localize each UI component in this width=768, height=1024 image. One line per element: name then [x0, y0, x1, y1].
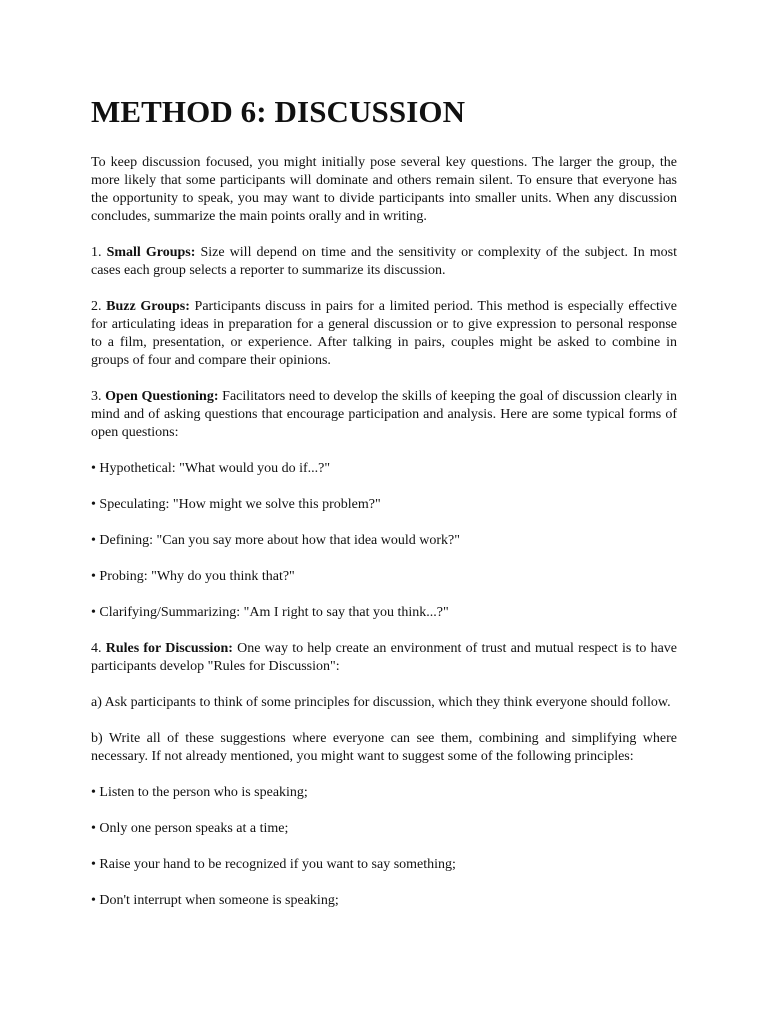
intro-paragraph: To keep discussion focused, you might initially pose several key questions. The larger the group, the more likely that some participants will dominate and others remain silent. To ensure that everyone has the opportunity to speak, you may want to divide participants into smaller units. When any discussion concludes, summarize the main points orally and in writing.	[91, 155, 677, 224]
section-number: 2.	[91, 299, 102, 314]
document-page	[91, 92, 677, 928]
principle-bullet-one-speaker: • Only one person speaks at a time;	[91, 821, 289, 836]
page-title: METHOD 6: DISCUSSION	[91, 94, 466, 129]
section-text: One way to help create an environment of trust and mutual respect is to have participants develop "Rules for Discussion":	[91, 641, 678, 674]
question-bullet-probing: • Probing: "Why do you think that?"	[91, 569, 295, 584]
principle-bullet-listen: • Listen to the person who is speaking;	[91, 785, 308, 800]
section-rules-for-discussion	[91, 640, 677, 676]
section-text: Facilitators need to develop the skills of keeping the goal of discussion clearly in mind and of asking questions that encourage participation and analysis. Here are some typical forms of open questions:	[91, 389, 678, 440]
question-bullet-clarifying: • Clarifying/Summarizing: "Am I right to say that you think...?"	[91, 605, 449, 620]
question-bullet-hypothetical: • Hypothetical: "What would you do if...?"	[91, 461, 331, 476]
question-bullet-defining: • Defining: "Can you say more about how that idea would work?"	[91, 533, 460, 548]
principle-bullet-no-interrupt: • Don't interrupt when someone is speaking;	[91, 893, 339, 908]
section-term: Rules for Discussion:	[105, 641, 233, 656]
step-a: a) Ask participants to think of some principles for discussion, which they think everyone should follow.	[91, 695, 671, 710]
section-buzz-groups	[91, 298, 677, 370]
section-text: Size will depend on time and the sensitivity or complexity of the subject. In most cases each group selects a reporter to summarize its discussion.	[91, 245, 678, 278]
principle-bullet-raise-hand: • Raise your hand to be recognized if you want to say something;	[91, 857, 456, 872]
section-number: 3.	[91, 389, 102, 404]
section-term: Buzz Groups:	[106, 299, 190, 314]
section-small-groups	[91, 244, 677, 280]
section-number: 4.	[91, 641, 102, 656]
step-b: b) Write all of these suggestions where everyone can see them, combining and simplifying where necessary. If not already mentioned, you might want to suggest some of the following principles:	[91, 731, 677, 764]
section-number: 1.	[91, 245, 102, 260]
section-term: Small Groups:	[106, 245, 196, 260]
section-open-questioning	[91, 388, 677, 442]
section-text: Participants discuss in pairs for a limited period. This method is especially effective for articulating ideas in preparation for a general discussion or to give expression to personal response to a film, presentation, or experience. After talking in pairs, couples might be asked to combine in groups of four and compare their opinions.	[91, 299, 678, 368]
section-term: Open Questioning:	[105, 389, 219, 404]
question-bullet-speculating: • Speculating: "How might we solve this problem?"	[91, 497, 381, 512]
